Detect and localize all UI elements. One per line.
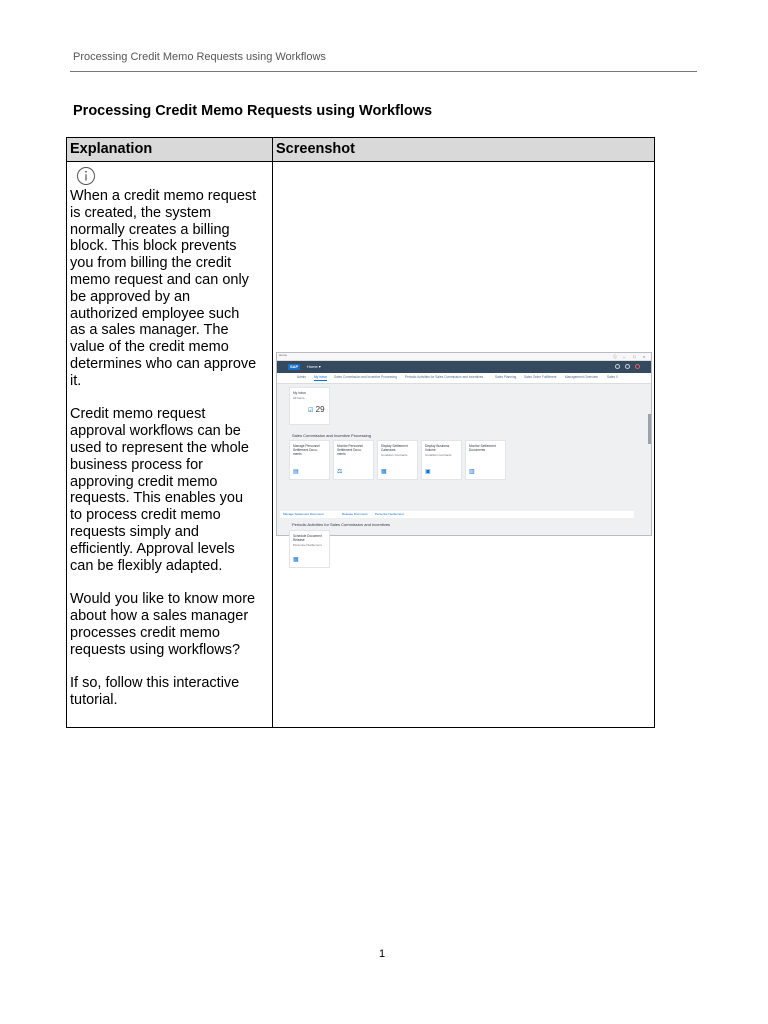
text-line: about how a sales manager [70,607,249,624]
text-line: If so, follow this interactive [70,675,240,692]
sap-screenshot [276,352,652,563]
window-title: Home [279,353,288,357]
screenshot-cell [273,162,655,728]
app-icon: ▤ [293,469,299,475]
schedule-release-tile: Schedule Document Release Personnel Settlement ▦ [289,530,330,568]
user-icon [635,364,640,369]
text-line: authorized employee such [70,305,240,322]
app-tile: Display Business Volume Condition Contracts ▣ [421,440,462,480]
sap-logo: SAP [290,364,299,369]
text-line: memo request and can only [70,271,249,288]
text-line: is created, the system [70,204,212,221]
info-icon [76,166,96,186]
text-line: it. [70,372,82,389]
text-line: approval workflows can be [70,423,241,440]
screenshot-window-titlebar [277,353,651,361]
text-line: normally creates a billing [70,221,230,238]
info-icon-small: ⓘ [613,354,617,359]
text-line: tutorial. [70,691,118,708]
shell-bar [277,361,651,373]
app-icon: ▣ [425,469,431,475]
minimize-icon: – [623,354,626,359]
header-divider [70,71,697,72]
space-tab: Sales Commission and Incentive Processing [334,375,397,379]
space-tab: Sales V [607,375,618,379]
text-line: as a sales manager. The [70,322,229,339]
maximize-icon: □ [633,354,636,359]
text-line: block. This block prevents [70,238,237,255]
search-icon [615,364,620,369]
text-line: be approved by an [70,288,191,305]
space-tab: My Inbox [314,375,327,379]
scrollbar [648,414,651,444]
text-line: value of the credit memo [70,339,229,356]
explanation-paragraph [70,675,269,709]
text-line: When a credit memo request [70,188,257,204]
explanation-paragraph [70,188,269,390]
text-line: efficiently. Approval levels [70,540,235,557]
explanation-header: Explanation [67,138,273,162]
shortcut-link: Manage Settlement Document [283,512,324,516]
app-icon: ▥ [469,469,475,475]
explanation-paragraph [70,591,269,658]
section-title: Sales Commission and Incentive Processing [292,433,371,438]
space-tab: Management Overview [565,375,598,379]
text-line: requests. This enables you [70,490,244,507]
app-icon: ▦ [381,469,387,475]
running-header: Processing Credit Memo Requests using Workflows [73,51,326,63]
notifications-icon [625,364,630,369]
checkmark-icon: ☑ [308,408,314,414]
text-line: processes credit memo [70,624,220,641]
space-tab: Periodic Activities for Sales Commission and Incentives [405,375,484,379]
text-line: requests simply and [70,523,199,540]
app-tile: Monitor Personnel Settlement Docu- ments ⚖ [333,440,374,480]
space-tab: Sales Planning [495,375,517,379]
explanation-text [70,188,269,709]
explanation-table [66,137,655,728]
inbox-count: ☑ 29 [308,405,325,414]
link-bar [280,511,634,518]
screenshot-header: Screenshot [273,138,655,162]
home-menu: Home ▾ [307,364,321,369]
app-tile: Display Settlement Calendars Condition Contracts ▦ [377,440,418,480]
document-title: Processing Credit Memo Requests using Workflows [73,103,433,119]
app-tile: Monitor Settlement Documents ▥ [465,440,506,480]
explanation-paragraph [70,406,269,574]
text-line: Would you like to know more [70,591,256,608]
close-icon: × [643,354,646,359]
shortcut-link: Release Document [342,512,368,516]
space-tab: Sales Order Fulfillment [524,375,557,379]
app-tile: Manage Personnel Settlement Docu- ments ▤ [289,440,330,480]
text-line: used to represent the whole [70,439,249,456]
section2-title: Periodic Activities for Sales Commission and Incentives [292,522,391,527]
text-line: approving credit memo [70,473,218,490]
launchpad-content [277,384,651,563]
text-line: you from billing the credit [70,255,232,272]
my-inbox-tile: My Inbox All Items ☑ 29 [289,387,330,425]
text-line: determines who can approve [70,355,257,372]
text-line: Credit memo request [70,406,206,423]
text-line: to process credit memo [70,507,221,524]
space-tabs [277,373,651,384]
shortcut-link: Personnel Settlement [375,512,404,516]
app-icon: ⚖ [337,469,343,475]
explanation-cell [67,162,273,728]
app-icon: ▦ [293,557,299,563]
text-line: can be flexibly adapted. [70,557,223,574]
text-line: business process for [70,456,203,473]
space-tab: Admin [297,375,307,379]
text-line: requests using workflows? [70,641,241,658]
page-number: 1 [379,948,386,960]
